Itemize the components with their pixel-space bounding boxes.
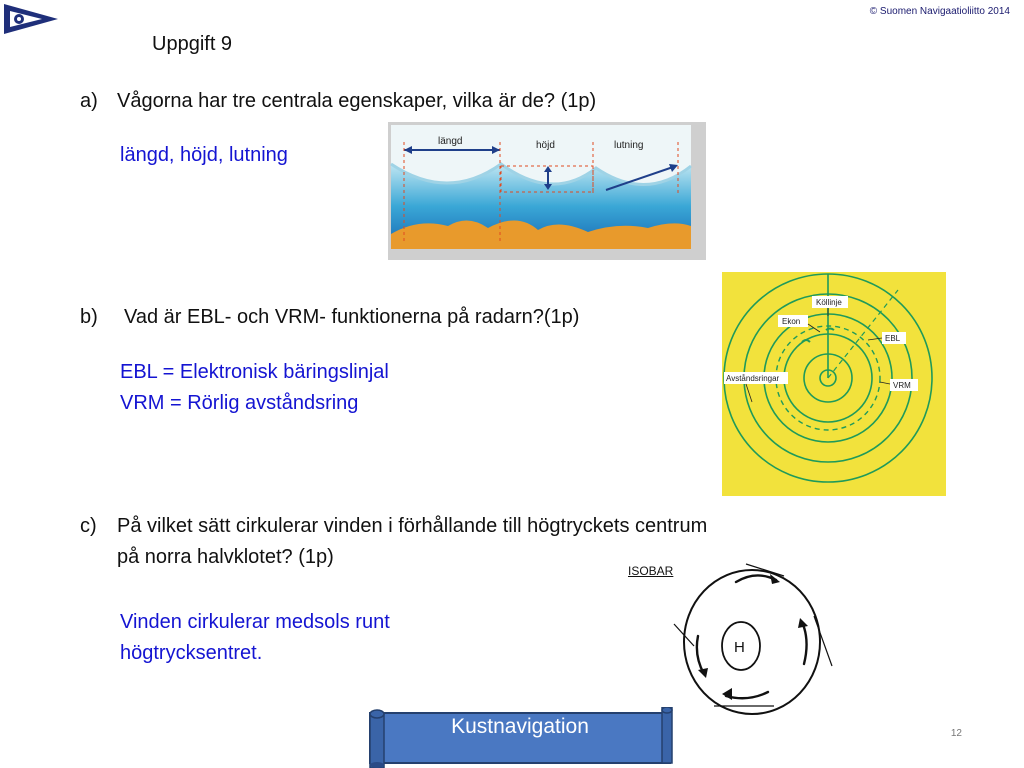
wave-label-slope: lutning — [614, 140, 644, 151]
high-pressure-center-label: H — [734, 639, 745, 656]
question-b-label: b) — [80, 306, 98, 328]
question-a-text: Vågorna har tre centrala egenskaper, vilka är de? (1p) — [117, 90, 597, 112]
question-a-label: a) — [80, 90, 98, 112]
question-a — [80, 86, 720, 117]
wave-label-length: längd — [438, 136, 463, 147]
radar-label-ebl: EBL — [885, 334, 901, 343]
footer-banner — [364, 707, 676, 768]
question-b-text: Vad är EBL- och VRM- funktionerna på radarn?(1p) — [124, 306, 580, 328]
radar-label-vrm: VRM — [893, 381, 911, 390]
question-c-text-line1: På vilket sätt cirkulerar vinden i förhållande till högtryckets centrum — [117, 515, 708, 537]
answer-c — [120, 607, 390, 669]
copyright-notice: © Suomen Navigaatioliitto 2014 — [869, 6, 1010, 17]
answer-c-line1: Vinden cirkulerar medsols runt — [120, 611, 390, 633]
radar-label-course-line: Köllinje — [816, 298, 842, 307]
wave-diagram — [388, 122, 706, 260]
slide-title: Uppgift 9 — [152, 33, 233, 55]
radar-diagram — [722, 272, 946, 496]
isobar-label: ISOBAR — [628, 564, 674, 578]
page-number: 12 — [950, 728, 962, 739]
flag-emblem-icon — [2, 2, 60, 36]
wave-label-height: höjd — [536, 140, 555, 151]
high-pressure-diagram — [664, 556, 840, 720]
answer-b-line1: EBL = Elektronisk bäringslinjal — [120, 361, 389, 383]
answer-b — [120, 357, 389, 419]
answer-b-line2: VRM = Rörlig avståndsring — [120, 392, 359, 414]
question-c-label: c) — [80, 515, 97, 537]
answer-a: längd, höjd, lutning — [120, 144, 288, 166]
radar-label-echo: Ekon — [782, 317, 801, 326]
footer-banner-label: Kustnavigation — [451, 715, 589, 738]
question-b — [80, 302, 700, 333]
radar-label-range-rings: Avståndsringar — [726, 374, 780, 383]
answer-c-line2: högtrycksentret. — [120, 642, 263, 664]
question-c-text-line2: på norra halvklotet? (1p) — [117, 546, 334, 568]
